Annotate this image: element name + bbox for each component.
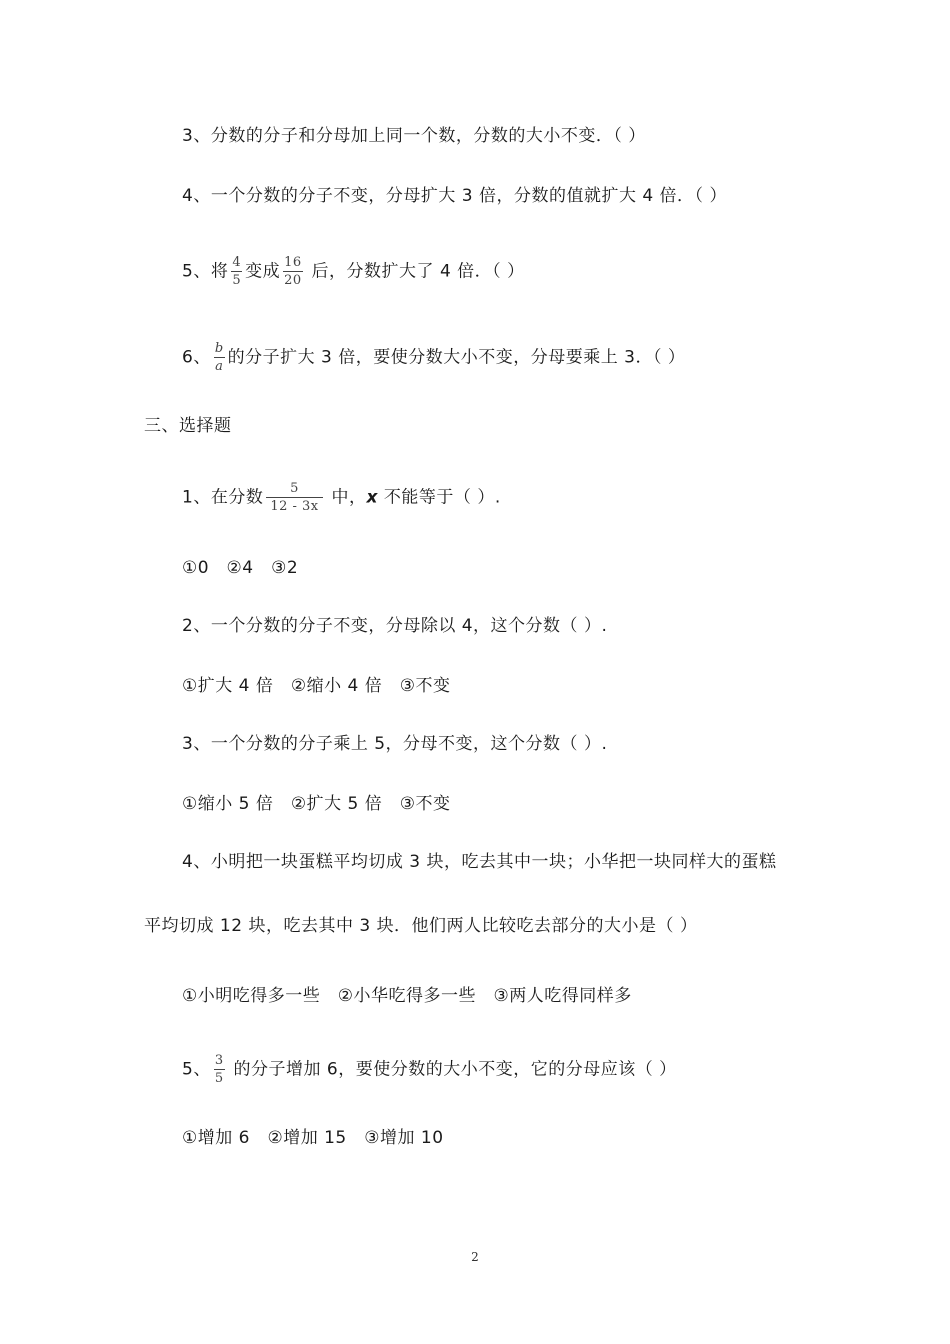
page-number: 2: [471, 1250, 479, 1264]
fraction-b-a: [214, 340, 225, 375]
q5-suffix: 后，分数扩大了 4 倍．（ ）: [305, 261, 525, 282]
fraction-denominator: 5: [214, 1071, 224, 1086]
fraction-denominator: 5: [232, 273, 242, 288]
q5-prefix: 5、将: [182, 261, 229, 282]
q1-mid: 中，: [325, 487, 367, 508]
fraction-16-20: [283, 254, 303, 289]
fraction-4-5: [231, 254, 242, 289]
fraction-denominator: 12 - 3x: [266, 497, 322, 515]
fraction-5-over-expression: [266, 480, 322, 515]
choice-q2: 2、一个分数的分子不变，分母除以 4，这个分数（ ）.: [182, 616, 608, 636]
fraction-numerator: 3: [214, 1053, 224, 1068]
fraction-numerator: b: [214, 341, 224, 356]
section-heading: 三、选择题: [144, 416, 232, 436]
judgement-q6: [182, 340, 685, 375]
fraction-denominator: a: [215, 359, 224, 374]
choice-q5-options: ①增加 6 ②增加 15 ③增加 10: [182, 1128, 444, 1148]
fraction-numerator: 4: [232, 255, 242, 270]
fraction-denominator: 20: [284, 273, 302, 288]
q6-prefix: 6、: [182, 347, 211, 368]
choice-q1: [182, 480, 501, 515]
q5-mid: 变成: [245, 261, 281, 282]
choice-q5: [182, 1052, 677, 1087]
choice-q3: 3、一个分数的分子乘上 5，分母不变，这个分数（ ）.: [182, 734, 608, 754]
q6-suffix: 的分子扩大 3 倍，要使分数大小不变，分母要乘上 3．（ ）: [227, 347, 686, 368]
judgement-q3: 3、分数的分子和分母加上同一个数，分数的大小不变．（ ）: [182, 126, 646, 146]
judgement-q5: [182, 254, 525, 289]
choice-q4-line2: 平均切成 12 块，吃去其中 3 块．他们两人比较吃去部分的大小是（ ）: [144, 916, 698, 936]
choice-q2-options: ①扩大 4 倍 ②缩小 4 倍 ③不变: [182, 676, 451, 696]
q5-suffix: 的分子增加 6，要使分数的大小不变，它的分母应该（ ）: [227, 1059, 677, 1080]
choice-q1-options: ①0 ②4 ③2: [182, 558, 299, 578]
fraction-numerator: 5: [290, 481, 299, 496]
fraction-numerator: 16: [284, 255, 302, 270]
choice-q4-line1: 4、小明把一块蛋糕平均切成 3 块，吃去其中一块；小华把一块同样大的蛋糕: [182, 852, 777, 872]
choice-q4-options: ①小明吃得多一些 ②小华吃得多一些 ③两人吃得同样多: [182, 986, 632, 1006]
q1-suffix: 不能等于（ ）.: [378, 487, 501, 508]
fraction-3-5: [214, 1052, 225, 1087]
judgement-q4: 4、一个分数的分子不变，分母扩大 3 倍，分数的值就扩大 4 倍．（ ）: [182, 186, 727, 206]
q5-prefix: 5、: [182, 1059, 211, 1080]
variable-x: x: [366, 487, 379, 508]
q1-prefix: 1、在分数: [182, 487, 264, 508]
choice-q3-options: ①缩小 5 倍 ②扩大 5 倍 ③不变: [182, 794, 451, 814]
